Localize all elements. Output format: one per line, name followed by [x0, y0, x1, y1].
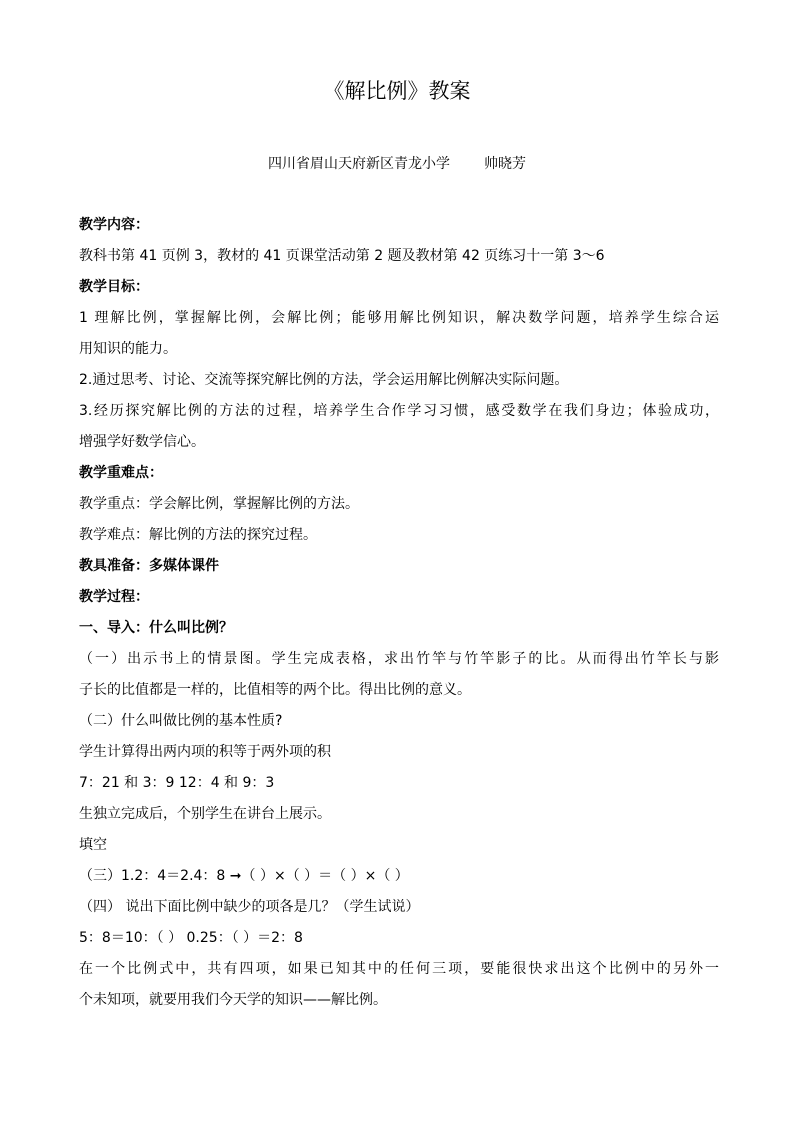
document-title: 《解比例》教案: [323, 79, 471, 103]
paragraph-line: 3.经历探究解比例的方法的过程，培养学生合作学习习惯，感受数学在我们身边；体验成功，: [79, 403, 719, 419]
paragraph-line: 在一个比例式中，共有四项，如果已知其中的任何三项，要能很快求出这个比例中的另外一: [79, 961, 719, 977]
paragraph-line: 生独立完成后，个别学生在讲台上展示。: [79, 806, 331, 822]
section-heading: 教具准备：多媒体课件: [79, 558, 219, 574]
paragraph-line: （四） 说出下面比例中缺少的项各是几？（学生试说）: [79, 899, 420, 915]
section-heading: 教学过程：: [79, 589, 149, 605]
paragraph-line: 1 理解比例，掌握解比例，会解比例；能够用解比例知识，解决数学问题，培养学生综合运: [79, 310, 719, 326]
paragraph-line: 用知识的能力。: [79, 341, 177, 357]
section-heading: 教学目标：: [79, 279, 149, 295]
paragraph-line: 2.通过思考、讨论、交流等探究解比例的方法，学会运用解比例解决实际问题。: [79, 372, 569, 388]
paragraph-line: 填空: [79, 837, 107, 853]
section-heading: 教学重难点：: [79, 465, 163, 481]
paragraph-line: 5：8＝10：（ ） 0.25：（ ）＝2：8: [79, 930, 303, 946]
paragraph-line: （二）什么叫做比例的基本性质?: [79, 713, 283, 729]
paragraph-line: 子长的比值都是一样的，比值相等的两个比。得出比例的意义。: [79, 682, 471, 698]
paragraph-line: 增强学好数学信心。: [79, 434, 205, 450]
paragraph-line: 个未知项，就要用我们今天学的知识——解比例。: [79, 992, 387, 1008]
paragraph-line: 教学重点：学会解比例，掌握解比例的方法。: [79, 496, 359, 512]
paragraph-line: 教科书第 41 页例 3，教材的 41 页课堂活动第 2 题及教材第 42 页练习十一第 3～6: [79, 248, 605, 264]
school-name: 四川省眉山天府新区青龙小学: [268, 156, 450, 172]
paragraph-line: 教学难点：解比例的方法的探究过程。: [79, 527, 317, 543]
paragraph-line: （三）1.2：4＝2.4：8 ➞（ ）×（ ）＝（ ）×（ ）: [79, 868, 409, 884]
author-line: [0, 153, 794, 175]
paragraph-line: 学生计算得出两内项的积等于两外项的积: [79, 744, 331, 760]
paragraph-line: （一）出示书上的情景图。学生完成表格，求出竹竿与竹竿影子的比。从而得出竹竿长与影: [79, 651, 719, 667]
paragraph-line: 7：21 和 3：9 12：4 和 9：3: [79, 775, 275, 791]
section-heading: 一、导入：什么叫比例？: [79, 620, 233, 636]
author-name: 帅晓芳: [484, 156, 526, 172]
section-heading: 教学内容：: [79, 217, 149, 233]
